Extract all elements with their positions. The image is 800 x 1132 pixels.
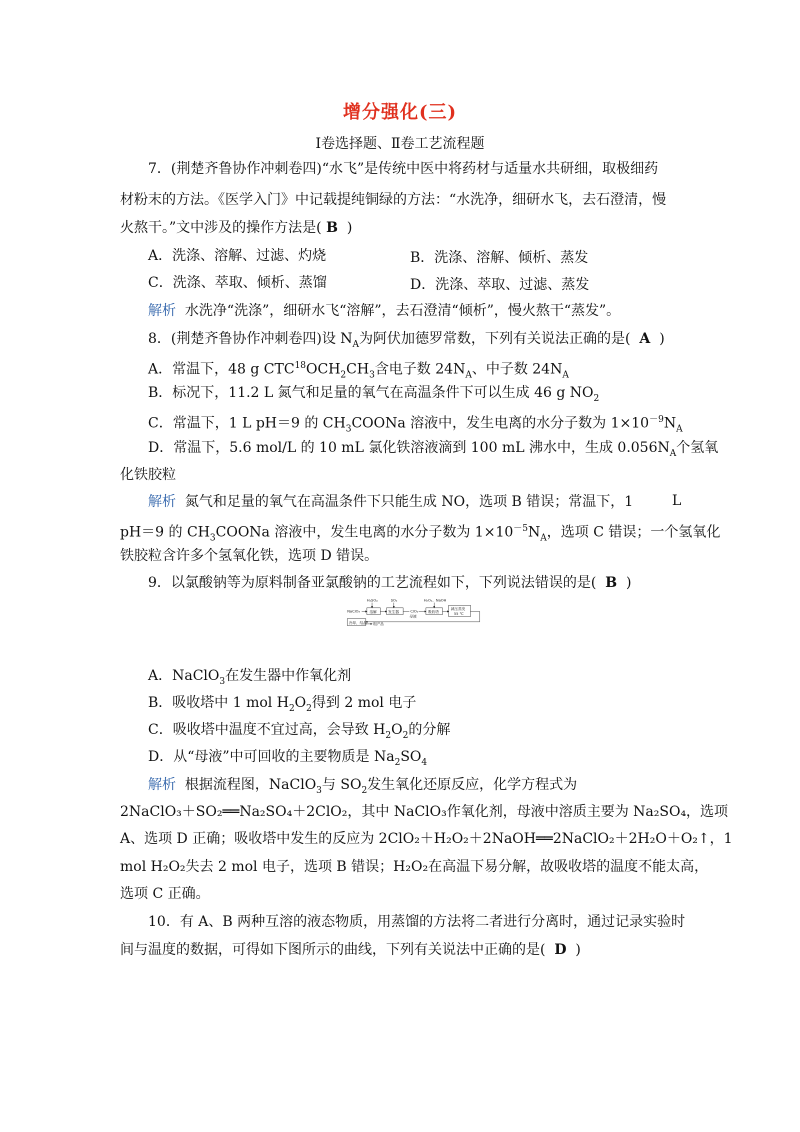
q9-analysis-line-1: 解析 根据流程图，NaClO$_3$与 $SO_2$发生氧化还原反应，化学方程式为 <box>148 777 578 796</box>
analysis-label: 解析 <box>148 494 176 510</box>
q9-stem: 9．以氯酸钠等为原料制备亚氯酸钠的工艺流程如下，下列说法错误的是( B ) <box>148 575 632 591</box>
page-subtitle: Ⅰ卷选择题、Ⅱ卷工艺流程题 <box>315 136 485 152</box>
flow-muye: 母液 <box>409 614 417 619</box>
q7-option-a: A．洗涤、溶解、过滤、灼烧 <box>148 248 327 264</box>
q9-option-c: C．吸收塔中温度不宜过高，会导致 $H_2O_2$的分解 <box>148 722 451 741</box>
flow-clo2: ClO₂ <box>410 609 419 614</box>
q9-analysis-line-4: mol H₂O₂失去 2 mol 电子，选项 B 错误；H₂O₂在高温下易分解，故吸收塔的温度不能太高， <box>120 859 709 875</box>
q7-option-b: B．洗涤、溶解、倾析、蒸发 <box>410 250 589 266</box>
process-flow-diagram <box>283 598 545 656</box>
q9-analysis-line-2: 2NaClO₃＋SO₂══Na₂SO₄＋2ClO₂，其中 NaClO₃作氧化剂，母液中溶质主要为 Na₂SO₄，选项 <box>120 804 729 820</box>
flow-jianya: 减压蒸发 <box>450 606 466 611</box>
q8-stem: 8．(荆楚齐鲁协作冲刺卷四)设 $N_A$为阿伏加德罗常数，下列有关说法正确的是( A ) <box>148 331 665 350</box>
q7-stem-line-2: 材粉末的方法。《医学入门》中记载提纯铜绿的方法：“水洗净，细研水飞，去石澄清，慢 <box>120 192 667 208</box>
flow-lengque: 冷却、结晶 <box>348 620 367 625</box>
analysis-label: 解析 <box>148 777 176 793</box>
flow-h2so4: H₂SO₄ <box>366 598 378 603</box>
q9-analysis-line-5: 选项 C 正确。 <box>120 886 210 902</box>
flow-rongjie: 溶解 <box>369 610 377 615</box>
flow-temp: 55 ℃ <box>453 612 464 617</box>
q8-option-b: B．标况下，11.2 L 氮气和足量的氧气在高温条件下可以生成 46 g $NO_2$ <box>148 385 600 404</box>
q8-analysis-unit: L <box>672 493 682 509</box>
q9-option-d: D．从“母液”中可回收的主要物质是 $Na_2SO_4$ <box>148 749 428 768</box>
q8-option-c: C．常温下，1 L pH＝9 的 $CH_3COONa$ 溶液中，发生电离的水分子数为 $1\times 10^{-9}N_A$ <box>148 415 683 435</box>
flow-fashengqi: 发生器 <box>388 610 399 615</box>
q10-answer: D <box>554 942 567 958</box>
q10-stem-line-2: 间与温度的数据，可得如下图所示的曲线，下列有关说法中正确的是( D ) <box>120 942 581 958</box>
q9-option-a: A．NaClO$_3$在发生器中作氧化剂 <box>148 668 352 687</box>
q8-analysis-line-3: 铁胶粒含许多个氢氧化铁，选项 D 错误。 <box>120 548 379 564</box>
flow-naclo3: NaClO₃ <box>347 609 360 614</box>
q8-option-d-line-2: 化铁胶粒 <box>120 467 176 483</box>
q8-analysis-line-2: pH＝9 的 $CH_3COONa$ 溶液中，发生电离的水分子数为 $1\times 10^{-5}N_A$，选项 C 错误；一个氢氧化 <box>120 524 721 544</box>
q10-stem-line-1: 10．有 A、B 两种互溶的液态物质，用蒸馏的方法将二者进行分离时，通过记录实验时 <box>148 914 686 930</box>
analysis-label: 解析 <box>148 303 176 319</box>
q7-stem-line-1: 7．(荆楚齐鲁协作冲刺卷四)“水飞”是传统中医中将药材与适量水共研细，取极细药 <box>148 161 659 177</box>
flow-so2: SO₂ <box>390 598 398 603</box>
q7-analysis: 解析 水洗净“洗涤”，细研水飞“溶解”，去石澄清“倾析”，慢火熬干“蒸发”。 <box>148 303 621 319</box>
q7-option-d: D．洗涤、萃取、过滤、蒸发 <box>410 277 590 293</box>
flow-h2o2-naoh: H₂O₂、NaOH <box>423 598 447 603</box>
page-title: 增分强化(三) <box>342 102 458 123</box>
flow-cuchanpin: 粗产品 <box>373 621 384 626</box>
q9-option-b: B．吸收塔中 1 mol $H_2O_2$得到 2 mol 电子 <box>148 695 417 714</box>
flow-xishouta: 吸收塔 <box>427 610 439 615</box>
q8-option-d-line-1: D．常温下，5.6 mol/L 的 10 mL 氯化铁溶液滴到 100 mL 沸水中，生成 $0.056N_A$个氢氧 <box>148 440 719 459</box>
q9-analysis-line-3: A、选项 D 正确；吸收塔中发生的反应为 2ClO₂＋H₂O₂＋2NaOH══2NaClO₂＋2H₂O＋O₂↑，1 <box>120 831 733 847</box>
q8-answer: A <box>639 331 651 347</box>
q7-stem-line-3: 火熬干。”文中涉及的操作方法是( B ) <box>120 220 353 236</box>
q7-answer: B <box>326 220 338 236</box>
q8-analysis-line-1: 解析 氮气和足量的氧气在高温条件下只能生成 NO，选项 B 错误；常温下，1 <box>148 494 634 510</box>
q8-option-a: A．常温下，48 g $CTC^{18}OCH_2CH_3$含电子数 $24N_A$、中子数 $24N_A$ <box>148 361 569 381</box>
q9-answer: B <box>605 575 618 591</box>
q7-option-c: C．洗涤、萃取、倾析、蒸馏 <box>148 275 327 291</box>
